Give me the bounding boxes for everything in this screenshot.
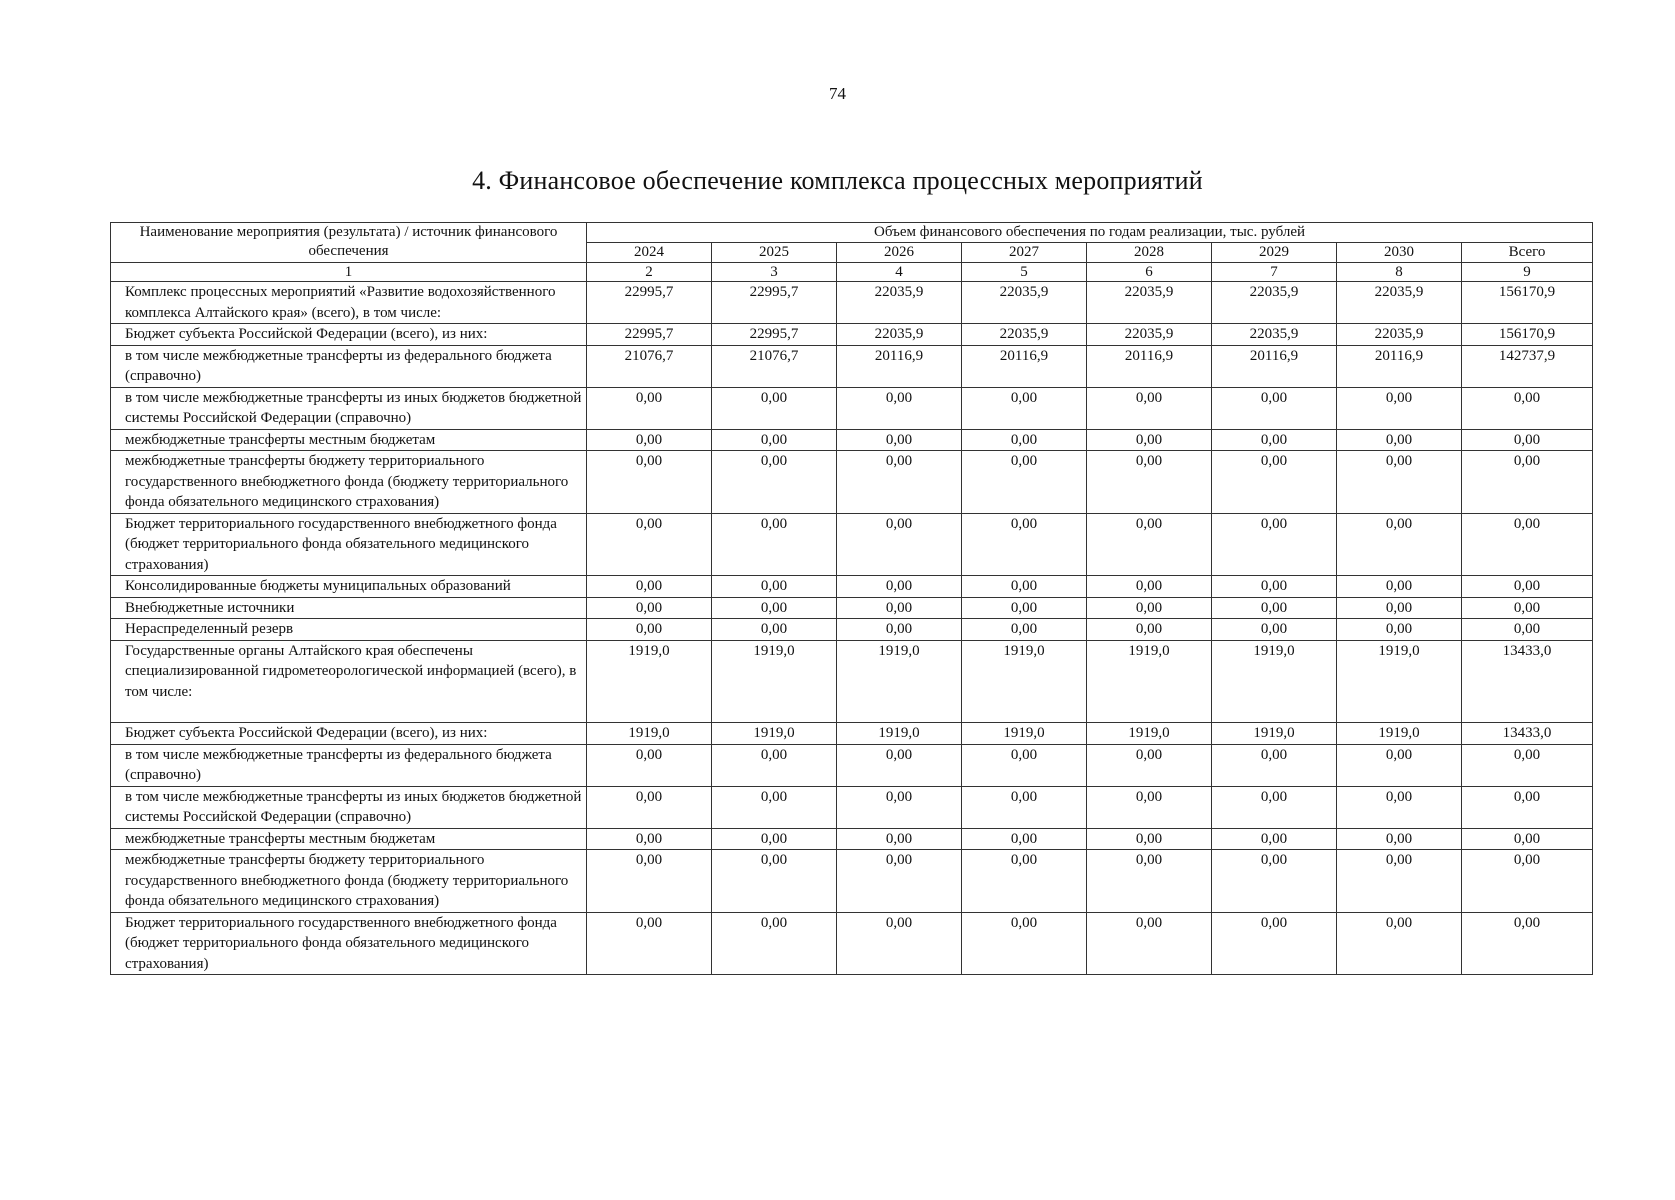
row-year-value: 0,00 [1212, 912, 1337, 975]
table-row [111, 597, 1593, 619]
row-year-value: 1919,0 [1212, 723, 1337, 745]
row-year-value: 0,00 [587, 429, 712, 451]
row-year-value: 0,00 [1212, 828, 1337, 850]
row-year-value: 0,00 [712, 912, 837, 975]
table-row [111, 345, 1593, 387]
row-year-value: 0,00 [1212, 576, 1337, 598]
row-year-value: 0,00 [1087, 597, 1212, 619]
document-title: 4. Финансовое обеспечение комплекса процессных мероприятий [472, 166, 1203, 195]
row-year-value: 0,00 [837, 451, 962, 514]
row-name: межбюджетные трансферты бюджету территориального государственного внебюджетного фонда (бюджету территориального фонда обязательного медицинского страхования) [111, 850, 587, 913]
row-total-value: 0,00 [1462, 513, 1593, 576]
row-year-value: 0,00 [587, 597, 712, 619]
row-year-value: 0,00 [837, 786, 962, 828]
row-year-value: 0,00 [1212, 513, 1337, 576]
table-row [111, 744, 1593, 786]
header-year: 2026 [837, 243, 962, 263]
row-year-value: 0,00 [1212, 597, 1337, 619]
column-number: 7 [1212, 263, 1337, 282]
header-total: Всего [1462, 243, 1593, 263]
row-year-value: 0,00 [962, 513, 1087, 576]
row-year-value: 0,00 [962, 744, 1087, 786]
row-name: Бюджет субъекта Российской Федерации (всего), из них: [111, 324, 587, 346]
row-year-value: 0,00 [837, 576, 962, 598]
row-year-value: 0,00 [1087, 744, 1212, 786]
row-year-value: 1919,0 [837, 640, 962, 723]
row-year-value: 0,00 [712, 828, 837, 850]
row-year-value: 22995,7 [587, 324, 712, 346]
row-year-value: 22035,9 [1087, 324, 1212, 346]
row-year-value: 0,00 [712, 744, 837, 786]
row-name: в том числе межбюджетные трансферты из иных бюджетов бюджетной системы Российской Федерации (справочно) [111, 786, 587, 828]
row-year-value: 21076,7 [587, 345, 712, 387]
row-year-value: 0,00 [1212, 744, 1337, 786]
row-total-value: 0,00 [1462, 828, 1593, 850]
row-year-value: 0,00 [1337, 828, 1462, 850]
row-year-value: 1919,0 [1087, 640, 1212, 723]
row-year-value: 0,00 [712, 619, 837, 641]
row-year-value: 0,00 [712, 597, 837, 619]
header-year: 2030 [1337, 243, 1462, 263]
column-number: 9 [1462, 263, 1593, 282]
row-total-value: 0,00 [1462, 597, 1593, 619]
row-year-value: 21076,7 [712, 345, 837, 387]
row-year-value: 22035,9 [1337, 282, 1462, 324]
row-year-value: 0,00 [1337, 576, 1462, 598]
table-row [111, 429, 1593, 451]
row-year-value: 0,00 [1212, 387, 1337, 429]
row-year-value: 0,00 [962, 786, 1087, 828]
column-number: 4 [837, 263, 962, 282]
row-year-value: 20116,9 [1087, 345, 1212, 387]
column-number: 5 [962, 263, 1087, 282]
row-year-value: 0,00 [587, 828, 712, 850]
row-year-value: 0,00 [712, 850, 837, 913]
row-year-value: 22035,9 [1212, 282, 1337, 324]
row-year-value: 0,00 [1337, 597, 1462, 619]
row-total-value: 142737,9 [1462, 345, 1593, 387]
row-year-value: 1919,0 [1212, 640, 1337, 723]
table-row [111, 324, 1593, 346]
row-year-value: 0,00 [1337, 429, 1462, 451]
row-year-value: 0,00 [587, 744, 712, 786]
row-year-value: 0,00 [962, 451, 1087, 514]
row-year-value: 0,00 [1087, 387, 1212, 429]
table-row [111, 723, 1593, 745]
row-year-value: 0,00 [587, 619, 712, 641]
row-year-value: 0,00 [962, 912, 1087, 975]
row-year-value: 0,00 [587, 513, 712, 576]
row-year-value: 1919,0 [962, 640, 1087, 723]
row-year-value: 20116,9 [1337, 345, 1462, 387]
row-year-value: 0,00 [712, 513, 837, 576]
row-year-value: 0,00 [1087, 619, 1212, 641]
row-year-value: 20116,9 [1212, 345, 1337, 387]
row-name: Нераспределенный резерв [111, 619, 587, 641]
row-year-value: 22035,9 [837, 282, 962, 324]
row-year-value: 0,00 [1337, 619, 1462, 641]
table-row [111, 850, 1593, 913]
row-total-value: 156170,9 [1462, 324, 1593, 346]
row-name: Бюджет субъекта Российской Федерации (всего), из них: [111, 723, 587, 745]
row-year-value: 22035,9 [837, 324, 962, 346]
table-row [111, 387, 1593, 429]
row-year-value: 1919,0 [587, 723, 712, 745]
row-year-value: 0,00 [962, 387, 1087, 429]
row-year-value: 0,00 [837, 513, 962, 576]
row-year-value: 0,00 [1087, 429, 1212, 451]
row-name: Бюджет территориального государственного внебюджетного фонда (бюджет территориального фонда обязательного медицинского страхования) [111, 912, 587, 975]
row-name: Комплекс процессных мероприятий «Развитие водохозяйственного комплекса Алтайского края» (всего), в том числе: [111, 282, 587, 324]
row-year-value: 0,00 [1087, 513, 1212, 576]
table-body [111, 282, 1593, 975]
row-year-value: 0,00 [1337, 786, 1462, 828]
row-year-value: 1919,0 [712, 723, 837, 745]
row-year-value: 22035,9 [1087, 282, 1212, 324]
row-year-value: 20116,9 [837, 345, 962, 387]
row-year-value: 22035,9 [1337, 324, 1462, 346]
row-year-value: 0,00 [837, 850, 962, 913]
table-row [111, 513, 1593, 576]
row-year-value: 22995,7 [587, 282, 712, 324]
row-year-value: 1919,0 [1087, 723, 1212, 745]
row-total-value: 0,00 [1462, 451, 1593, 514]
row-year-value: 0,00 [712, 387, 837, 429]
row-total-value: 0,00 [1462, 786, 1593, 828]
row-year-value: 0,00 [962, 597, 1087, 619]
row-year-value: 22035,9 [1212, 324, 1337, 346]
row-year-value: 0,00 [1212, 850, 1337, 913]
row-year-value: 0,00 [1337, 744, 1462, 786]
header-volume-group: Объем финансового обеспечения по годам реализации, тыс. рублей [587, 223, 1593, 243]
row-year-value: 22035,9 [962, 324, 1087, 346]
row-year-value: 1919,0 [1337, 640, 1462, 723]
row-total-value: 0,00 [1462, 429, 1593, 451]
row-name: в том числе межбюджетные трансферты из иных бюджетов бюджетной системы Российской Федерации (справочно) [111, 387, 587, 429]
table-row [111, 786, 1593, 828]
row-year-value: 0,00 [1087, 850, 1212, 913]
row-year-value: 0,00 [962, 850, 1087, 913]
row-year-value: 0,00 [1087, 828, 1212, 850]
row-year-value: 0,00 [837, 619, 962, 641]
row-year-value: 0,00 [587, 451, 712, 514]
row-name: межбюджетные трансферты бюджету территориального государственного внебюджетного фонда (бюджету территориального фонда обязательного медицинского страхования) [111, 451, 587, 514]
column-number: 2 [587, 263, 712, 282]
row-name: Внебюджетные источники [111, 597, 587, 619]
row-year-value: 0,00 [837, 597, 962, 619]
row-year-value: 0,00 [837, 912, 962, 975]
row-year-value: 1919,0 [712, 640, 837, 723]
row-total-value: 156170,9 [1462, 282, 1593, 324]
row-name: Бюджет территориального государственного внебюджетного фонда (бюджет территориального фонда обязательного медицинского страхования) [111, 513, 587, 576]
row-year-value: 0,00 [1212, 786, 1337, 828]
row-total-value: 0,00 [1462, 619, 1593, 641]
row-year-value: 1919,0 [837, 723, 962, 745]
row-name: Государственные органы Алтайского края обеспечены специализированной гидрометеорологической информацией (всего), в том числе: [111, 640, 587, 723]
header-year: 2025 [712, 243, 837, 263]
row-year-value: 0,00 [1212, 619, 1337, 641]
row-year-value: 0,00 [1087, 912, 1212, 975]
row-total-value: 0,00 [1462, 576, 1593, 598]
row-year-value: 22995,7 [712, 324, 837, 346]
row-year-value: 0,00 [587, 786, 712, 828]
row-total-value: 0,00 [1462, 850, 1593, 913]
column-number: 1 [111, 263, 587, 282]
row-year-value: 0,00 [837, 744, 962, 786]
header-year: 2029 [1212, 243, 1337, 263]
row-year-value: 0,00 [587, 387, 712, 429]
column-number: 8 [1337, 263, 1462, 282]
row-total-value: 13433,0 [1462, 640, 1593, 723]
header-year: 2028 [1087, 243, 1212, 263]
row-year-value: 0,00 [712, 429, 837, 451]
row-year-value: 0,00 [962, 619, 1087, 641]
row-year-value: 0,00 [1087, 451, 1212, 514]
row-year-value: 0,00 [1337, 513, 1462, 576]
row-name: в том числе межбюджетные трансферты из федерального бюджета (справочно) [111, 744, 587, 786]
row-year-value: 0,00 [712, 576, 837, 598]
row-year-value: 0,00 [1337, 912, 1462, 975]
row-year-value: 0,00 [712, 451, 837, 514]
row-year-value: 0,00 [587, 850, 712, 913]
table-row [111, 640, 1593, 723]
row-total-value: 13433,0 [1462, 723, 1593, 745]
row-year-value: 0,00 [837, 387, 962, 429]
row-name: межбюджетные трансферты местным бюджетам [111, 429, 587, 451]
row-year-value: 0,00 [1337, 850, 1462, 913]
row-year-value: 0,00 [1212, 429, 1337, 451]
table-row [111, 282, 1593, 324]
row-year-value: 22035,9 [962, 282, 1087, 324]
row-year-value: 0,00 [712, 786, 837, 828]
table-row [111, 451, 1593, 514]
row-year-value: 1919,0 [962, 723, 1087, 745]
row-year-value: 0,00 [962, 429, 1087, 451]
table-row [111, 619, 1593, 641]
row-year-value: 0,00 [1337, 451, 1462, 514]
table-row [111, 576, 1593, 598]
financing-table [110, 222, 1593, 975]
row-year-value: 0,00 [837, 429, 962, 451]
row-year-value: 0,00 [962, 828, 1087, 850]
row-year-value: 0,00 [1337, 387, 1462, 429]
row-year-value: 1919,0 [1337, 723, 1462, 745]
row-year-value: 0,00 [837, 828, 962, 850]
row-year-value: 0,00 [587, 912, 712, 975]
row-total-value: 0,00 [1462, 387, 1593, 429]
header-year: 2024 [587, 243, 712, 263]
row-name: Консолидированные бюджеты муниципальных образований [111, 576, 587, 598]
header-name-column: Наименование мероприятия (результата) / источник финансового обеспечения [111, 223, 587, 263]
row-year-value: 1919,0 [587, 640, 712, 723]
row-year-value: 0,00 [1087, 576, 1212, 598]
column-number: 3 [712, 263, 837, 282]
row-year-value: 20116,9 [962, 345, 1087, 387]
row-year-value: 22995,7 [712, 282, 837, 324]
header-year: 2027 [962, 243, 1087, 263]
row-name: межбюджетные трансферты местным бюджетам [111, 828, 587, 850]
page-number: 74 [829, 84, 846, 103]
column-number: 6 [1087, 263, 1212, 282]
row-year-value: 0,00 [1212, 451, 1337, 514]
table-header [111, 223, 1593, 282]
table-row [111, 828, 1593, 850]
row-year-value: 0,00 [962, 576, 1087, 598]
row-year-value: 0,00 [1087, 786, 1212, 828]
row-total-value: 0,00 [1462, 744, 1593, 786]
row-name: в том числе межбюджетные трансферты из федерального бюджета (справочно) [111, 345, 587, 387]
row-year-value: 0,00 [587, 576, 712, 598]
row-total-value: 0,00 [1462, 912, 1593, 975]
table-row [111, 912, 1593, 975]
